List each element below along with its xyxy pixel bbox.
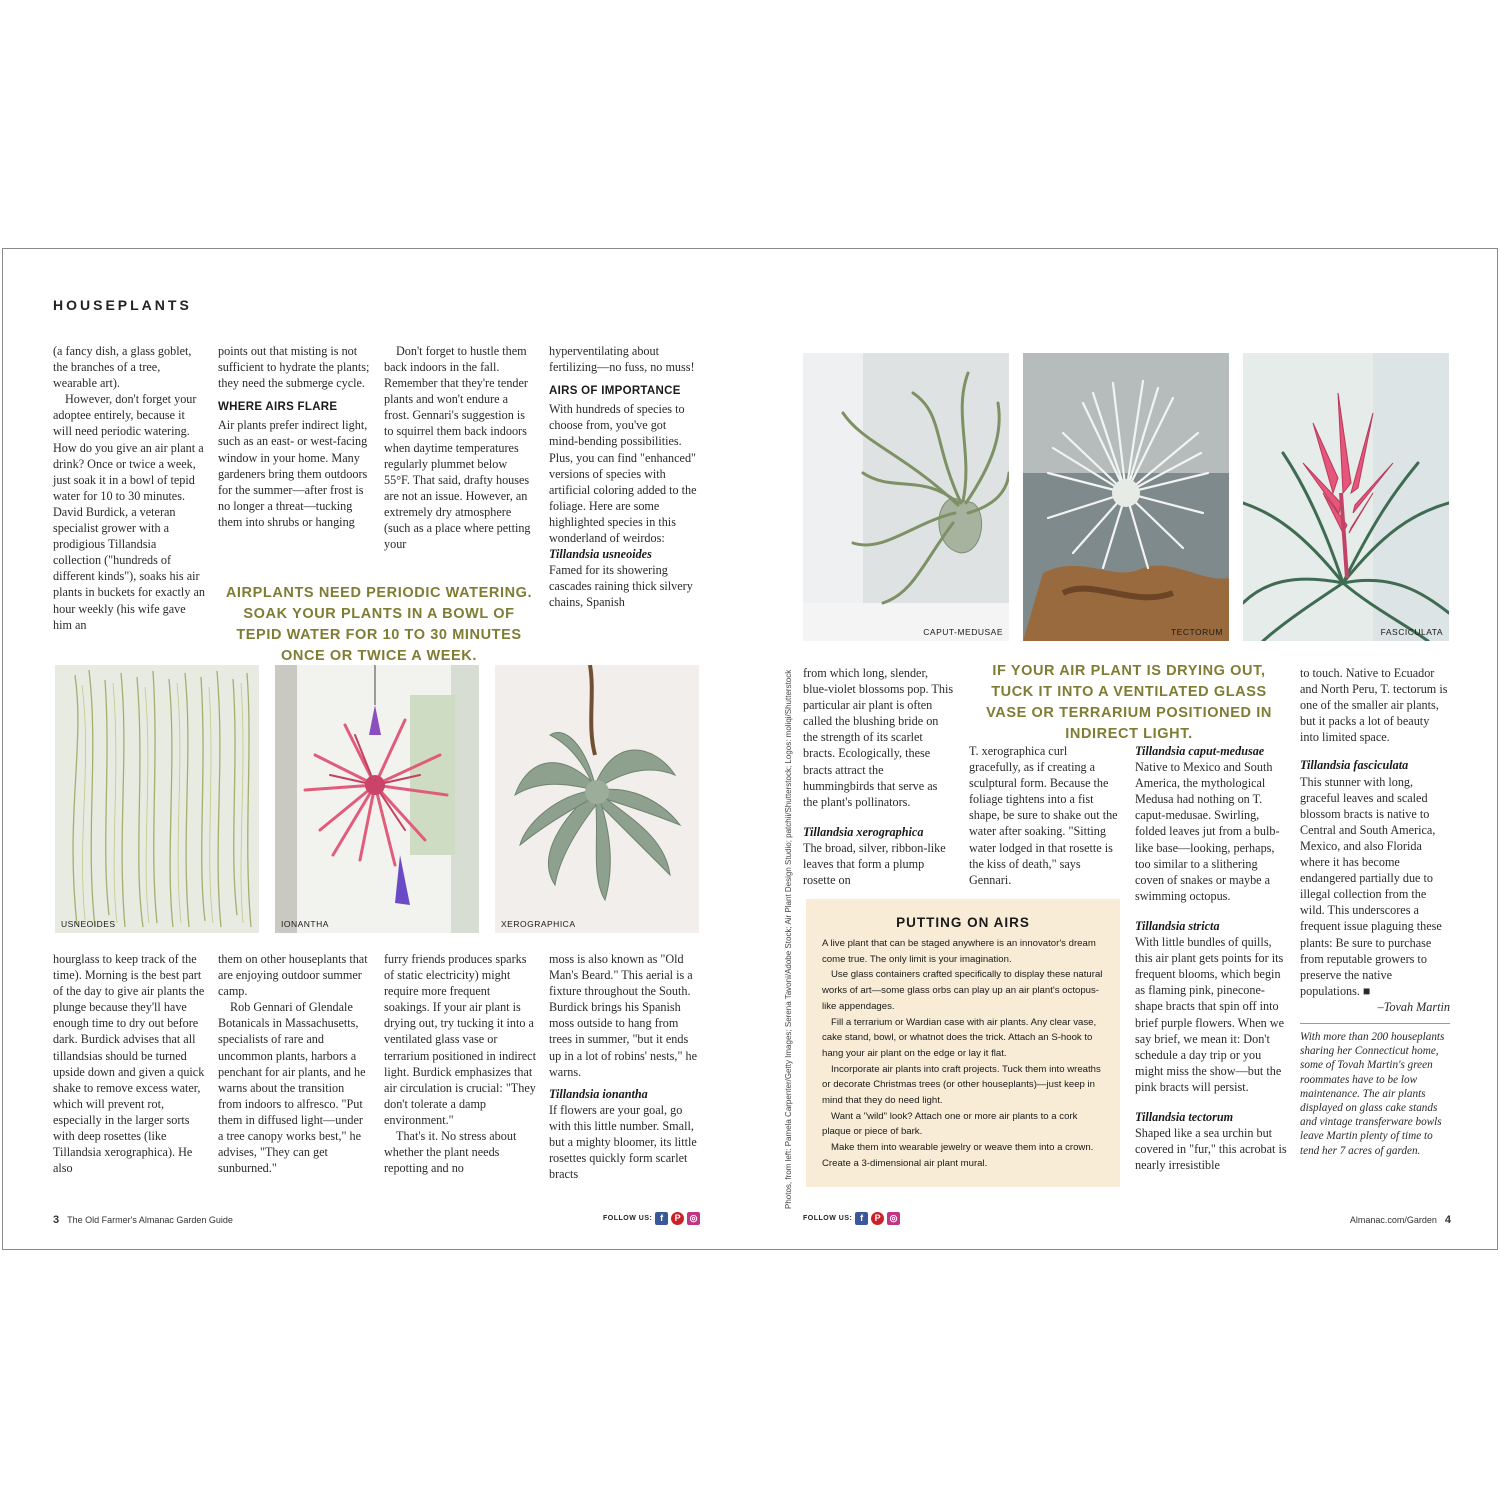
facebook-icon[interactable]: f — [855, 1212, 868, 1225]
paragraph: Shaped like a sea urchin but covered in "fur," this acrobat is nearly irresistible — [1135, 1126, 1287, 1173]
paragraph: This stunner with long, graceful leaves and scaled blossom bracts is native to Central and South America, Mexico, and also Florida where it has become endangered partially due to illegal collection from the wild. This underscores a frequent issue plaguing these plants: Be sure to purchase from reputable growers to preserve the native populations. ■ — [1300, 774, 1442, 998]
sidebar-title: PUTTING ON AIRS — [896, 915, 1030, 930]
paragraph: However, don't forget your adoptee entirely, because it will need periodic watering. How do you give an air plant a drink? Once or twice a week, just soak it in a bowl of tepid water for 10 to 30 minutes. David Burdick, a veteran specialist grower with a prodigious Tillandsia collection ("hundreds of different kinds"), soaks his air plants in buckets for exactly an hour weekly (his wife gave him an — [53, 392, 205, 632]
page-number: 3 — [53, 1214, 60, 1226]
facebook-icon[interactable]: f — [655, 1212, 668, 1225]
byline: –Tovah Martin — [1377, 999, 1450, 1014]
left-top-column-2 — [218, 343, 370, 530]
instagram-icon[interactable]: ◎ — [887, 1212, 900, 1225]
photo-caption: FASCICULATA — [1380, 627, 1443, 637]
right-column-3 — [1135, 743, 1287, 1173]
subheading-airs-of-importance: AIRS OF IMPORTANCE — [549, 385, 681, 398]
publication-title: The Old Farmer's Almanac Garden Guide — [67, 1215, 233, 1225]
fasciculata-image — [1243, 353, 1449, 641]
paragraph: from which long, slender, blue-violet blossoms pop. This particular air plant is often called the blushing bride on the strength of its scarlet bracts. Ecologically, these bracts attract the hummingbirds that serve as the plant's pollinators. — [803, 666, 954, 809]
paragraph: Rob Gennari of Glendale Botanicals in Massachusetts, specialists of rare and uncommon plants, harbors a penchant for air plants, and he warns about the transition from indoors to alfresco. "Put them in diffused light—under a tree canopy works best," he advises, "They can get sunburned." — [218, 1000, 366, 1176]
putting-on-airs-sidebar — [806, 899, 1120, 1187]
paragraph: With hundreds of species to choose from, you've got mind-bending possibilities. Plus, you can find "enhanced" versions of species with artificial coloring added to the foliage. Here are some highlighted species in this wonderland of weirdos: — [549, 402, 697, 546]
subheading-where-airs-flare: WHERE AIRS FLARE — [218, 401, 338, 414]
photo-caput-medusae — [803, 353, 1009, 641]
photo-usneoides — [55, 665, 259, 933]
right-column-4 — [1300, 665, 1450, 1158]
section-label: HOUSEPLANTS — [53, 297, 192, 313]
sidebar-paragraph: Incorporate air plants into craft projects. Tuck them into wreaths or decorate Christmas trees (or other houseplants)—just keep in mind that they do need light. — [822, 1063, 1101, 1107]
sidebar-paragraph: Fill a terrarium or Wardian case with air plants. Any clear vase, cake stand, bowl, or whatnot does the trick. Attach an S-hook to hang your air plant on the edge or lay it flat. — [822, 1016, 1097, 1059]
sidebar-paragraph: Want a "wild" look? Attach one or more air plants to a cork plaque or piece of bark. — [822, 1110, 1078, 1138]
magazine-spread — [2, 248, 1498, 1250]
paragraph: to touch. Native to Ecuador and North Peru, T. tectorum is one of the smaller air plants, but it packs a lot of beauty into limited space. — [1300, 666, 1448, 745]
paragraph: If flowers are your goal, go with this little number. Small, but a mighty bloomer, its little rosettes quickly form scarlet bracts — [549, 1102, 697, 1182]
follow-label: FOLLOW US: — [603, 1215, 653, 1222]
photo-caption: IONANTHA — [281, 919, 329, 929]
left-bottom-column-3 — [384, 951, 536, 1176]
photo-caption: CAPUT-MEDUSAE — [923, 627, 1003, 637]
left-bottom-column-2 — [218, 951, 370, 1176]
caput-medusae-image — [803, 353, 1009, 641]
paragraph: furry friends produces sparks of static electricity) might require more frequent soakings. If your air plant is drying out, try tucking it into a ventilated glass vase or terrarium positioned in indirect light. Burdick emphasizes that air circulation is crucial: "They don't tolerate a damp environment." — [384, 952, 536, 1127]
website-url[interactable]: Almanac.com/Garden — [1349, 1215, 1437, 1225]
species-heading: Tillandsia caput-medusae — [1135, 744, 1265, 758]
left-bottom-column-4 — [549, 951, 699, 1182]
spanish-moss-image — [55, 665, 259, 933]
paragraph: With little bundles of quills, this air plant gets points for its frequent blooms, which begin as flaming pink, pinecone-shape bracts that spin off into brief purple flowers. When we say brief, we mean it: Don't schedule a day trip or you might miss the show—but the pink bracts will persist. — [1135, 935, 1285, 1094]
right-footer — [1350, 1214, 1451, 1226]
paragraph: The broad, silver, ribbon-like leaves that form a plump rosette on — [803, 840, 946, 888]
paragraph: them on other houseplants that are enjoying outdoor summer camp. — [218, 952, 368, 999]
left-top-column-1 — [53, 343, 205, 633]
paragraph: hyperventilating about fertilizing—no fuss, no muss! — [549, 344, 695, 375]
photo-caption: TECTORUM — [1170, 627, 1223, 637]
photo-ionantha — [275, 665, 479, 933]
follow-label: FOLLOW US: — [803, 1215, 853, 1222]
species-heading: Tillandsia usneoides — [549, 547, 652, 562]
species-heading: Tillandsia xerographica — [803, 824, 924, 839]
right-column-1 — [803, 665, 955, 888]
sidebar-paragraph: Use glass containers crafted specifically to display these natural works of art—some glass orbs can play up an air plant's octopus-like appendages. — [822, 969, 1103, 1012]
photo-tectorum — [1023, 353, 1229, 641]
paragraph: hourglass to keep track of the time). Morning is the best part of the day to give air plants the plunge because they'll have enough time to dry out before dark. Burdick advises that all tillandsias should be turned upside down and given a quick shake to remove excess water, which will prevent rot, especially in the larger sorts with deep rosettes (like Tillandsia xerographica). He also — [53, 952, 205, 1176]
photo-fasciculata — [1243, 353, 1449, 641]
paragraph: Famed for its showering cascades raining thick silvery chains, Spanish — [549, 563, 693, 610]
sidebar-paragraph: A live plant that can be staged anywhere is an innovator's dream come true. The only limit is your imagination. — [822, 938, 1096, 965]
left-top-column-3 — [384, 343, 536, 552]
right-column-2 — [969, 743, 1119, 888]
paragraph: Air plants prefer indirect light, such as an east- or west-facing window in your home. Many gardeners bring them outdoors for the summer—after frost is no longer a threat—tucking them into shrubs or hanging — [218, 418, 368, 529]
instagram-icon[interactable]: ◎ — [687, 1212, 700, 1225]
left-top-column-4 — [549, 343, 697, 611]
photo-caption: USNEOIDES — [61, 919, 116, 929]
paragraph: points out that misting is not sufficient to hydrate the plants; they need the submerge cycle. — [218, 344, 370, 391]
follow-us-right — [803, 1212, 900, 1225]
pinterest-icon[interactable]: P — [871, 1212, 884, 1225]
divider — [1300, 1023, 1450, 1024]
photo-xerographica — [495, 665, 699, 933]
photo-caption-author: With more than 200 houseplants sharing her Connecticut home, some of Tovah Martin's green roommates have to be low maintenance. The air plants displayed on glass cake stands and vintage transferware bowls leave Martin plenty of time to tend her 7 acres of garden. — [1300, 1030, 1445, 1157]
paragraph: (a fancy dish, a glass goblet, the branches of a tree, wearable art). — [53, 344, 192, 391]
paragraph: Native to Mexico and South America, the mythological Medusa had nothing on T. caput-medusae. Swirling, folded leaves jut from a bulb-like base—looking, perhaps, too similar to a slithering coven of snakes or maybe a swimming octopus. — [1135, 760, 1280, 903]
species-heading: Tillandsia ionantha — [549, 1086, 648, 1101]
page-number: 4 — [1444, 1214, 1451, 1226]
paragraph: T. xerographica curl gracefully, as if creating a sculptural form. Because the foliage tightens into a fist shape, be sure to shake out the water after soaking. "Sitting water lodged in that rosette is the kiss of death," says Gennari. — [969, 744, 1118, 887]
ionantha-image — [275, 665, 479, 933]
species-heading: Tillandsia fasciculata — [1300, 758, 1409, 773]
paragraph: Don't forget to hustle them back indoors in the fall. Remember that they're tender plants and won't endure a frost. Gennari's suggestion is to squirrel them back indoors when daytime temperatures regularly plummet below 55°F. That said, drafty houses are not an issue. However, an extremely dry atmosphere (such as a place where petting your — [384, 344, 531, 552]
pull-quote-right: IF YOUR AIR PLANT IS DRYING OUT, TUCK IT INTO A VENTILATED GLASS VASE OR TERRARIUM POSITIONED IN INDIRECT LIGHT. — [986, 663, 1272, 742]
pinterest-icon[interactable]: P — [671, 1212, 684, 1225]
xerographica-image — [495, 665, 699, 933]
paragraph: That's it. No stress about whether the plant needs repotting and no — [384, 1129, 517, 1176]
photo-caption: XEROGRAPHICA — [501, 919, 576, 929]
sidebar-paragraph: Make them into wearable jewelry or weave them into a crown. Create a 3-dimensional air plant mural. — [822, 1142, 1094, 1169]
species-heading: Tillandsia stricta — [1135, 918, 1220, 933]
left-footer — [53, 1214, 233, 1226]
paragraph: moss is also known as "Old Man's Beard." This aerial is a fixture throughout the South. Burdick brings his Spanish moss outside to hang from trees in summer, "but it ends up in a lot of robins' nests," he warns. — [549, 952, 697, 1079]
tectorum-image — [1023, 353, 1229, 641]
photo-credit: Photos, from left: Pamela Carpenter/Getty Images; Serena Tavoni/Adobe Stock; Air Plant Design Studio; patchii/Shutterstock; Logos: moliqi/Shutterstock — [784, 669, 793, 1209]
pull-quote-left: AIRPLANTS NEED PERIODIC WATERING. SOAK YOUR PLANTS IN A BOWL OF TEPID WATER FOR 10 TO 30 MINUTES ONCE OR TWICE A WEEK. — [225, 585, 533, 664]
follow-us-left — [603, 1212, 700, 1225]
species-heading: Tillandsia tectorum — [1135, 1109, 1234, 1124]
left-bottom-column-1 — [53, 951, 205, 1176]
